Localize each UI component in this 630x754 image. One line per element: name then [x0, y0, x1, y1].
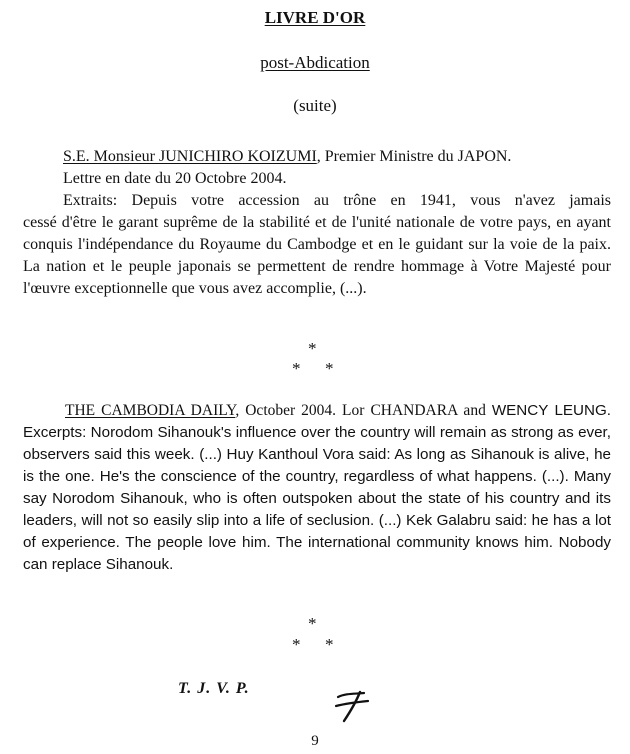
separator-star-right-2: *: [325, 635, 334, 654]
separator-star-top: *: [308, 339, 317, 358]
extract-lead: Extraits: Depuis votre accession au trône en 1941, vous n'avez jamais: [63, 192, 611, 209]
continuation-note: (suite): [293, 96, 337, 115]
entry-japan-recipient-line: [63, 146, 611, 168]
separator-star-left: *: [292, 359, 301, 378]
separator-star-right: *: [325, 359, 334, 378]
letter-date: Lettre en date du 20 Octobre 2004.: [63, 170, 287, 187]
entry-japan-pm: [63, 146, 611, 212]
separator-star-left-2: *: [292, 635, 301, 654]
article-byline: , October 2004. Lor CHANDARA and: [235, 402, 486, 419]
document-subtitle: post-Abdication: [260, 53, 370, 72]
extract-body: cessé d'être le garant suprême de la stabilité et de l'unité nationale de votre pays, en ayant conquis l'indépendance du Royaume du Cambodge et en le guidant sur la voie de la paix. La nation et le peuple japonais se permettent de rendre hommage à Votre Majesté pour l'œuvre exceptionnelle que vous avez accomplie, (...).: [23, 214, 611, 297]
article-excerpt: Excerpts: Norodom Sihanouk's influence over the country will remain as strong as ever, observers said this week. (...) Huy Kanthoul Vora said: As long as Sihanouk is alive, he is the one. He's the conscience of the country, regardless of what happens. (...). Many say Norodom Sihanouk, who is often outspoken about the state of his country and its leaders, will not so easily slip into a life of seclusion. (...) Kek Galabru said: he has a lot of experience. The people love him. The international community knows him. Nobody can replace Sihanouk.: [23, 424, 611, 573]
handwritten-initials: T. J. V. P.: [178, 680, 250, 697]
page-number: 9: [311, 733, 319, 749]
separator-star-top-2: *: [308, 614, 317, 633]
recipient-name: S.E. Monsieur JUNICHIRO KOIZUMI: [63, 148, 317, 165]
recipient-title: , Premier Ministre du JAPON.: [316, 148, 512, 165]
newspaper-name: THE CAMBODIA DAILY: [65, 402, 236, 419]
signature-mark: [330, 688, 374, 724]
entry-cambodia-daily: [23, 400, 611, 576]
article-authors: WENCY LEUNG.: [491, 402, 611, 419]
document-title: LIVRE D'OR: [264, 8, 366, 27]
